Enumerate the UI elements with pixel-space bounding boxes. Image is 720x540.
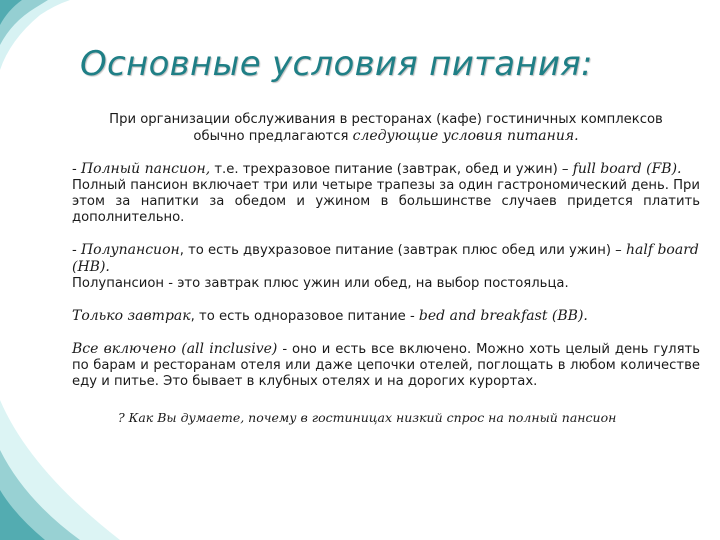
full-board-english: full board (FB). xyxy=(572,161,682,177)
half-board-text: , то есть двухразовое питание (завтрак плюс обед или ужин) – xyxy=(179,243,626,258)
half-board-detail: Полупансион - это завтрак плюс ужин или обед, на выбор постояльца. xyxy=(72,276,569,291)
breakfast-only-english: bed and breakfast (BB). xyxy=(418,308,588,324)
full-board-heading xyxy=(72,161,700,178)
page-title: Основные условия питания: xyxy=(80,44,593,84)
half-board-heading xyxy=(72,242,700,276)
breakfast-only-term: Только завтрак xyxy=(72,308,191,324)
corner-swoosh-decoration xyxy=(0,0,70,70)
half-board-english: half board (HB). xyxy=(72,242,699,275)
intro-text: При организации обслуживания в ресторанах (кафе) гостиничных комплексов обычно предлагаются xyxy=(109,112,663,144)
breakfast-only-paragraph xyxy=(72,308,700,325)
full-board-detail: Полный пансион включает три или четыре трапезы за один гастрономический день. При этом за напитки за обедом и ужином в большинстве случаев придется платить дополнительно. xyxy=(72,178,700,225)
all-inclusive-text: - оно и есть все включено. Можно хоть целый день гулять по барам и ресторанам отеля или даже цепочки отелей, поглощать в любом количестве еду и питье. Это бывает в клубных отелях и на дорогих курортах. xyxy=(72,342,700,389)
breakfast-only-text: , то есть одноразовое питание - xyxy=(190,309,419,324)
all-inclusive-paragraph xyxy=(72,341,700,390)
full-board-term: Полный пансион, xyxy=(80,161,211,177)
discussion-question: ? Как Вы думаете, почему в гостиницах низкий спрос на полный пансион xyxy=(118,410,617,425)
full-board-dash: - xyxy=(72,162,81,177)
half-board-dash: - xyxy=(72,243,81,258)
full-board-text: т.е. трехразовое питание (завтрак, обед и ужин) – xyxy=(210,162,573,177)
all-inclusive-term: Все включено (all inclusive) xyxy=(72,341,278,357)
content-body xyxy=(72,112,700,426)
intro-paragraph xyxy=(72,112,700,145)
intro-emphasis: следующие условия питания. xyxy=(352,128,579,144)
half-board-term: Полупансион xyxy=(80,242,180,258)
